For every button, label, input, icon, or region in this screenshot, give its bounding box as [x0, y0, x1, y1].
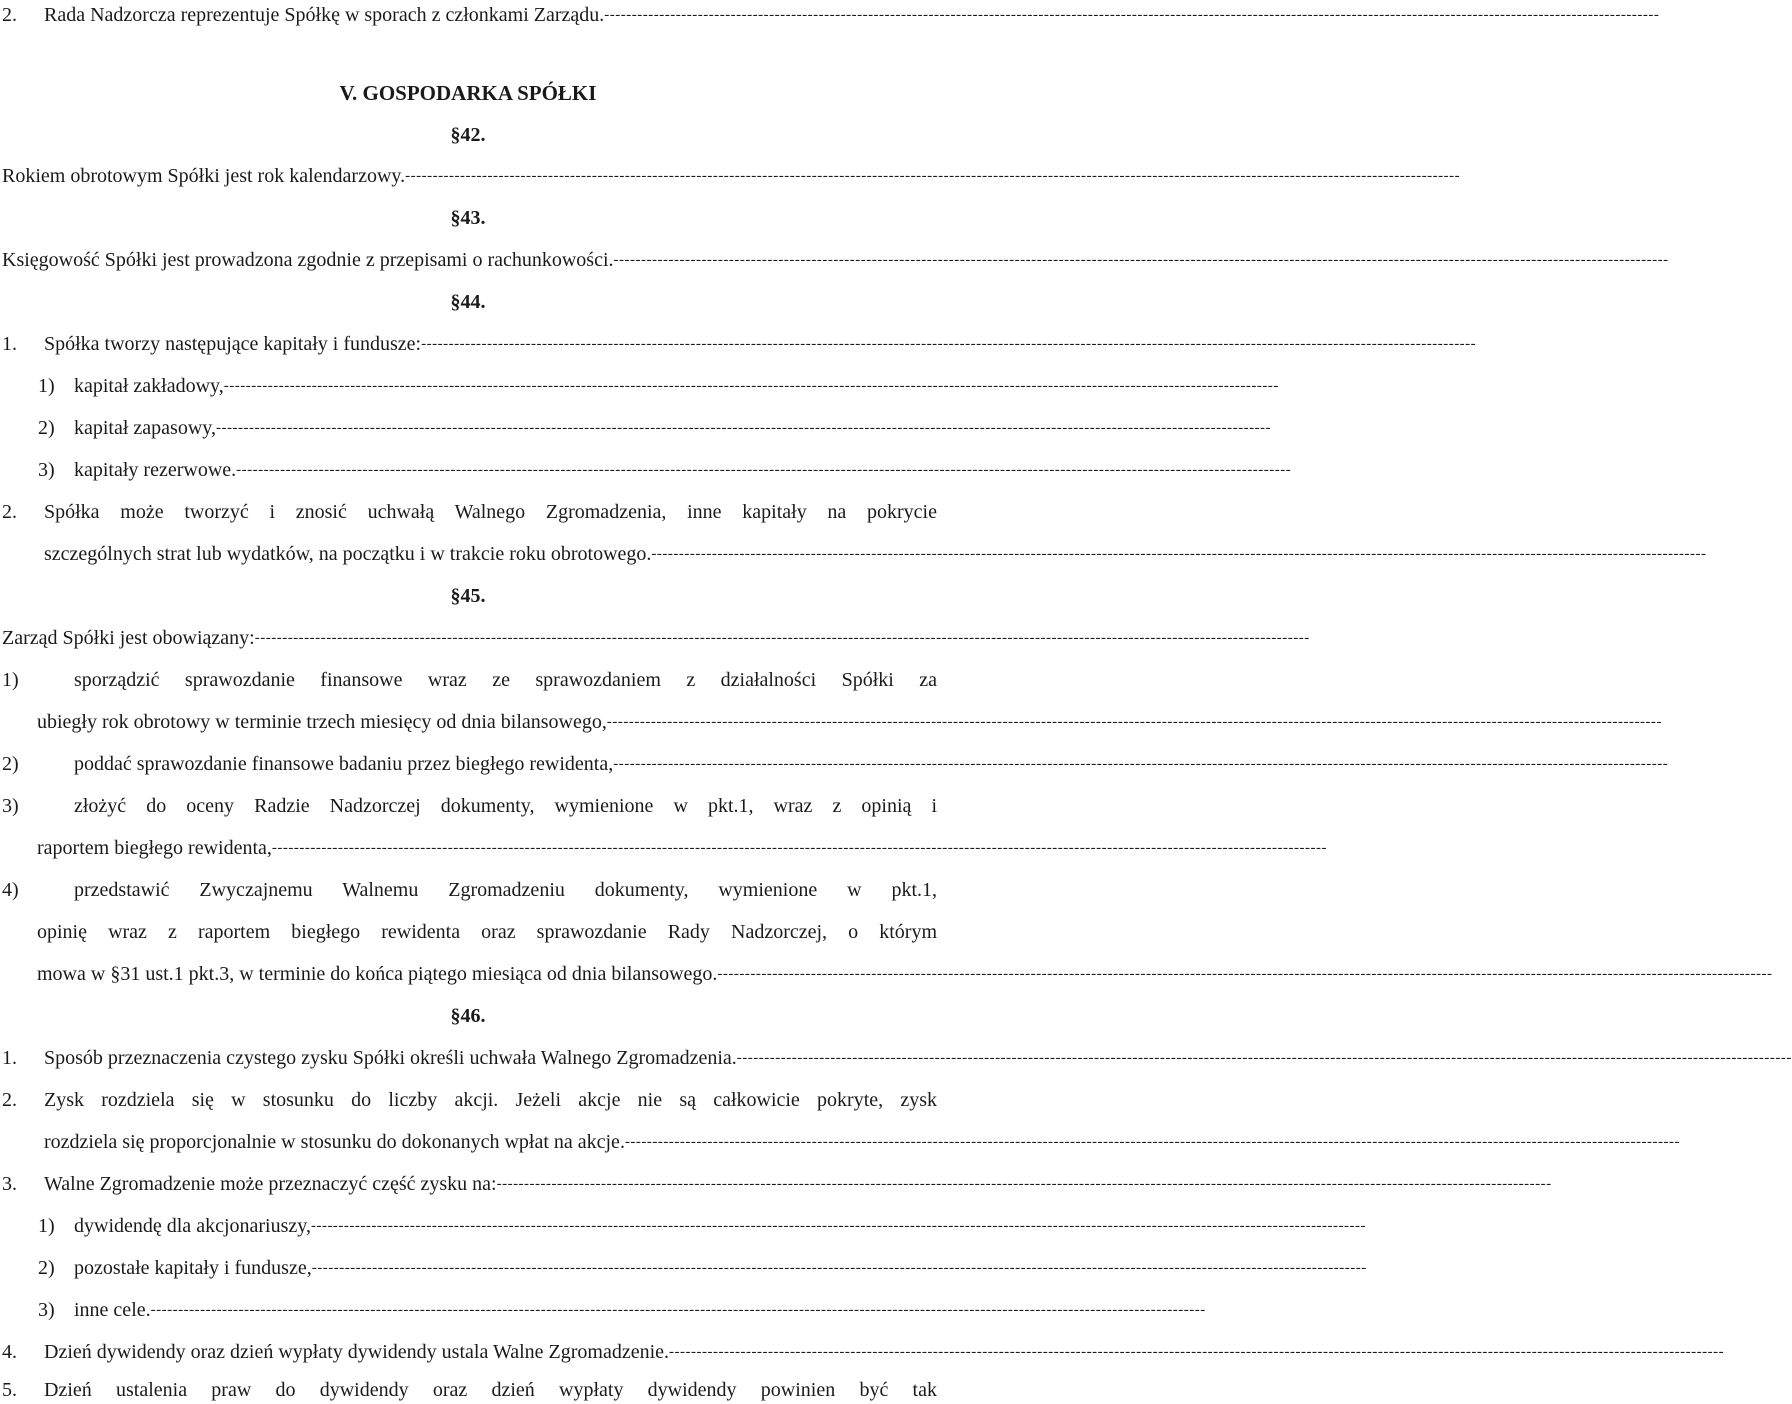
section-heading-43: §43.	[450, 207, 486, 229]
paragraph-line	[74, 750, 1669, 778]
dash-filler: ------------------------------------------------------------------------------------------------------------------------------------------------------------------------------------------------	[236, 462, 1292, 478]
dash-filler: ------------------------------------------------------------------------------------------------------------------------------------------------------------------------------------------------	[604, 7, 1660, 23]
paragraph-text: Sposób przeznaczenia czystego zysku Spółki określi uchwała Walnego Zgromadzenia.	[44, 1047, 737, 1069]
paragraph-text: mowa w §31 ust.1 pkt.3, w terminie do końca piątego miesiąca od dnia bilansowego.	[37, 963, 718, 985]
section-heading-45: §45.	[450, 585, 486, 607]
dash-filler: ------------------------------------------------------------------------------------------------------------------------------------------------------------------------------------------------	[613, 756, 1669, 772]
dash-filler: ------------------------------------------------------------------------------------------------------------------------------------------------------------------------------------------------	[271, 840, 1327, 856]
paragraph-line	[44, 1170, 1552, 1198]
paragraph-text: szczególnych strat lub wydatków, na początku i w trakcie roku obrotowego.	[44, 543, 652, 565]
dash-filler: ------------------------------------------------------------------------------------------------------------------------------------------------------------------------------------------------	[311, 1260, 1367, 1276]
paragraph-text: inne cele.	[74, 1299, 151, 1321]
paragraph-line	[74, 372, 1279, 400]
list-number: 1)	[38, 375, 55, 397]
dash-filler: ------------------------------------------------------------------------------------------------------------------------------------------------------------------------------------------------	[651, 546, 1707, 562]
list-number: 1.	[2, 1047, 17, 1069]
paragraph-line	[37, 708, 1662, 736]
paragraph-line	[2, 246, 1669, 274]
list-number: 4.	[2, 1341, 17, 1363]
paragraph-line	[74, 1296, 1206, 1324]
paragraph-text: pozostałe kapitały i fundusze,	[74, 1257, 312, 1279]
paragraph-line	[37, 960, 1773, 988]
paragraph-line	[74, 456, 1292, 484]
paragraph-text: dywidendę dla akcjonariuszy,	[74, 1215, 311, 1237]
paragraph-text: Rada Nadzorcza reprezentuje Spółkę w sporach z członkami Zarządu.	[44, 4, 605, 26]
paragraph-line: Zysk rozdziela się w stosunku do liczby akcji. Jeżeli akcje nie są całkowicie pokryte, zysk	[44, 1089, 937, 1111]
paragraph-line: opinię wraz z raportem biegłego rewidenta oraz sprawozdanie Rady Nadzorczej, o którym	[37, 921, 937, 943]
list-number: 2.	[2, 1089, 17, 1111]
paragraph-line	[44, 1338, 1725, 1366]
paragraph-text: Dzień dywidendy oraz dzień wypłaty dywidendy ustala Walne Zgromadzenie.	[44, 1341, 670, 1363]
chapter-title: V. GOSPODARKA SPÓŁKI	[339, 81, 597, 105]
list-number: 2)	[38, 1257, 55, 1279]
paragraph-text: Spółka tworzy następujące kapitały i fundusze:	[44, 333, 422, 355]
paragraph-text: Rokiem obrotowym Spółki jest rok kalendarzowy.	[2, 165, 406, 187]
paragraph-text: kapitał zapasowy,	[74, 417, 216, 439]
list-number: 3)	[2, 795, 19, 817]
paragraph-text: Księgowość Spółki jest prowadzona zgodnie z przepisami o rachunkowości.	[2, 249, 614, 271]
paragraph-line	[2, 624, 1310, 652]
paragraph-text: raportem biegłego rewidenta,	[37, 837, 272, 859]
paragraph-line	[44, 1, 1660, 29]
dash-filler: ------------------------------------------------------------------------------------------------------------------------------------------------------------------------------------------------	[215, 420, 1272, 436]
list-number: 2.	[2, 4, 17, 26]
list-number: 3)	[38, 459, 55, 481]
paragraph-line	[44, 1128, 1680, 1156]
paragraph-line: Dzień ustalenia praw do dywidendy oraz dzień wypłaty dywidendy powinien być tak	[44, 1379, 937, 1401]
paragraph-line	[74, 1254, 1367, 1282]
dash-filler: ------------------------------------------------------------------------------------------------------------------------------------------------------------------------------------------------	[717, 966, 1773, 982]
paragraph-text: Walne Zgromadzenie może przeznaczyć część zysku na:	[44, 1173, 497, 1195]
list-number: 1)	[2, 669, 19, 691]
paragraph-line: złożyć do oceny Radzie Nadzorczej dokumenty, wymienione w pkt.1, wraz z opinią i	[74, 795, 937, 817]
list-number: 1)	[38, 1215, 55, 1237]
dash-filler: ------------------------------------------------------------------------------------------------------------------------------------------------------------------------------------------------	[613, 252, 1669, 268]
paragraph-line	[74, 414, 1272, 442]
list-number: 3.	[2, 1173, 17, 1195]
dash-filler: ------------------------------------------------------------------------------------------------------------------------------------------------------------------------------------------------	[223, 378, 1279, 394]
list-number: 4)	[2, 879, 19, 901]
dash-filler: ------------------------------------------------------------------------------------------------------------------------------------------------------------------------------------------------	[669, 1344, 1725, 1360]
paragraph-text: poddać sprawozdanie finansowe badaniu przez biegłego rewidenta,	[74, 753, 614, 775]
list-number: 2.	[2, 501, 17, 523]
paragraph-line: sporządzić sprawozdanie finansowe wraz ze sprawozdaniem z działalności Spółki za	[74, 669, 937, 691]
dash-filler: ------------------------------------------------------------------------------------------------------------------------------------------------------------------------------------------------	[606, 714, 1662, 730]
dash-filler: ------------------------------------------------------------------------------------------------------------------------------------------------------------------------------------------------	[421, 336, 1477, 352]
paragraph-text: Zarząd Spółki jest obowiązany:	[2, 627, 255, 649]
paragraph-line: przedstawić Zwyczajnemu Walnemu Zgromadzeniu dokumenty, wymienione w pkt.1,	[74, 879, 937, 901]
list-number: 5.	[2, 1379, 17, 1401]
section-heading-44: §44.	[450, 291, 486, 313]
dash-filler: ------------------------------------------------------------------------------------------------------------------------------------------------------------------------------------------------	[624, 1134, 1680, 1150]
section-heading-42: §42.	[450, 124, 486, 146]
paragraph-text: rozdziela się proporcjonalnie w stosunku do dokonanych wpłat na akcje.	[44, 1131, 625, 1153]
paragraph-line	[37, 834, 1327, 862]
paragraph-line: Spółka może tworzyć i znosić uchwałą Walnego Zgromadzenia, inne kapitały na pokrycie	[44, 501, 937, 523]
paragraph-line	[44, 1044, 1792, 1072]
list-number: 3)	[38, 1299, 55, 1321]
dash-filler: ------------------------------------------------------------------------------------------------------------------------------------------------------------------------------------------------	[496, 1176, 1552, 1192]
list-number: 1.	[2, 333, 17, 355]
list-number: 2)	[38, 417, 55, 439]
list-number: 2)	[2, 753, 19, 775]
paragraph-text: kapitały rezerwowe.	[74, 459, 237, 481]
paragraph-line	[44, 540, 1707, 568]
section-heading-46: §46.	[450, 1005, 486, 1027]
dash-filler: ------------------------------------------------------------------------------------------------------------------------------------------------------------------------------------------------	[310, 1218, 1367, 1234]
dash-filler: ------------------------------------------------------------------------------------------------------------------------------------------------------------------------------------------------	[405, 168, 1461, 184]
dash-filler: ------------------------------------------------------------------------------------------------------------------------------------------------------------------------------------------------	[736, 1050, 1792, 1066]
paragraph-text: ubiegły rok obrotowy w terminie trzech miesięcy od dnia bilansowego,	[37, 711, 607, 733]
dash-filler: ------------------------------------------------------------------------------------------------------------------------------------------------------------------------------------------------	[254, 630, 1310, 646]
paragraph-text: kapitał zakładowy,	[74, 375, 224, 397]
paragraph-line	[2, 162, 1461, 190]
paragraph-line	[44, 330, 1477, 358]
dash-filler: ------------------------------------------------------------------------------------------------------------------------------------------------------------------------------------------------	[150, 1302, 1206, 1318]
paragraph-line	[74, 1212, 1367, 1240]
